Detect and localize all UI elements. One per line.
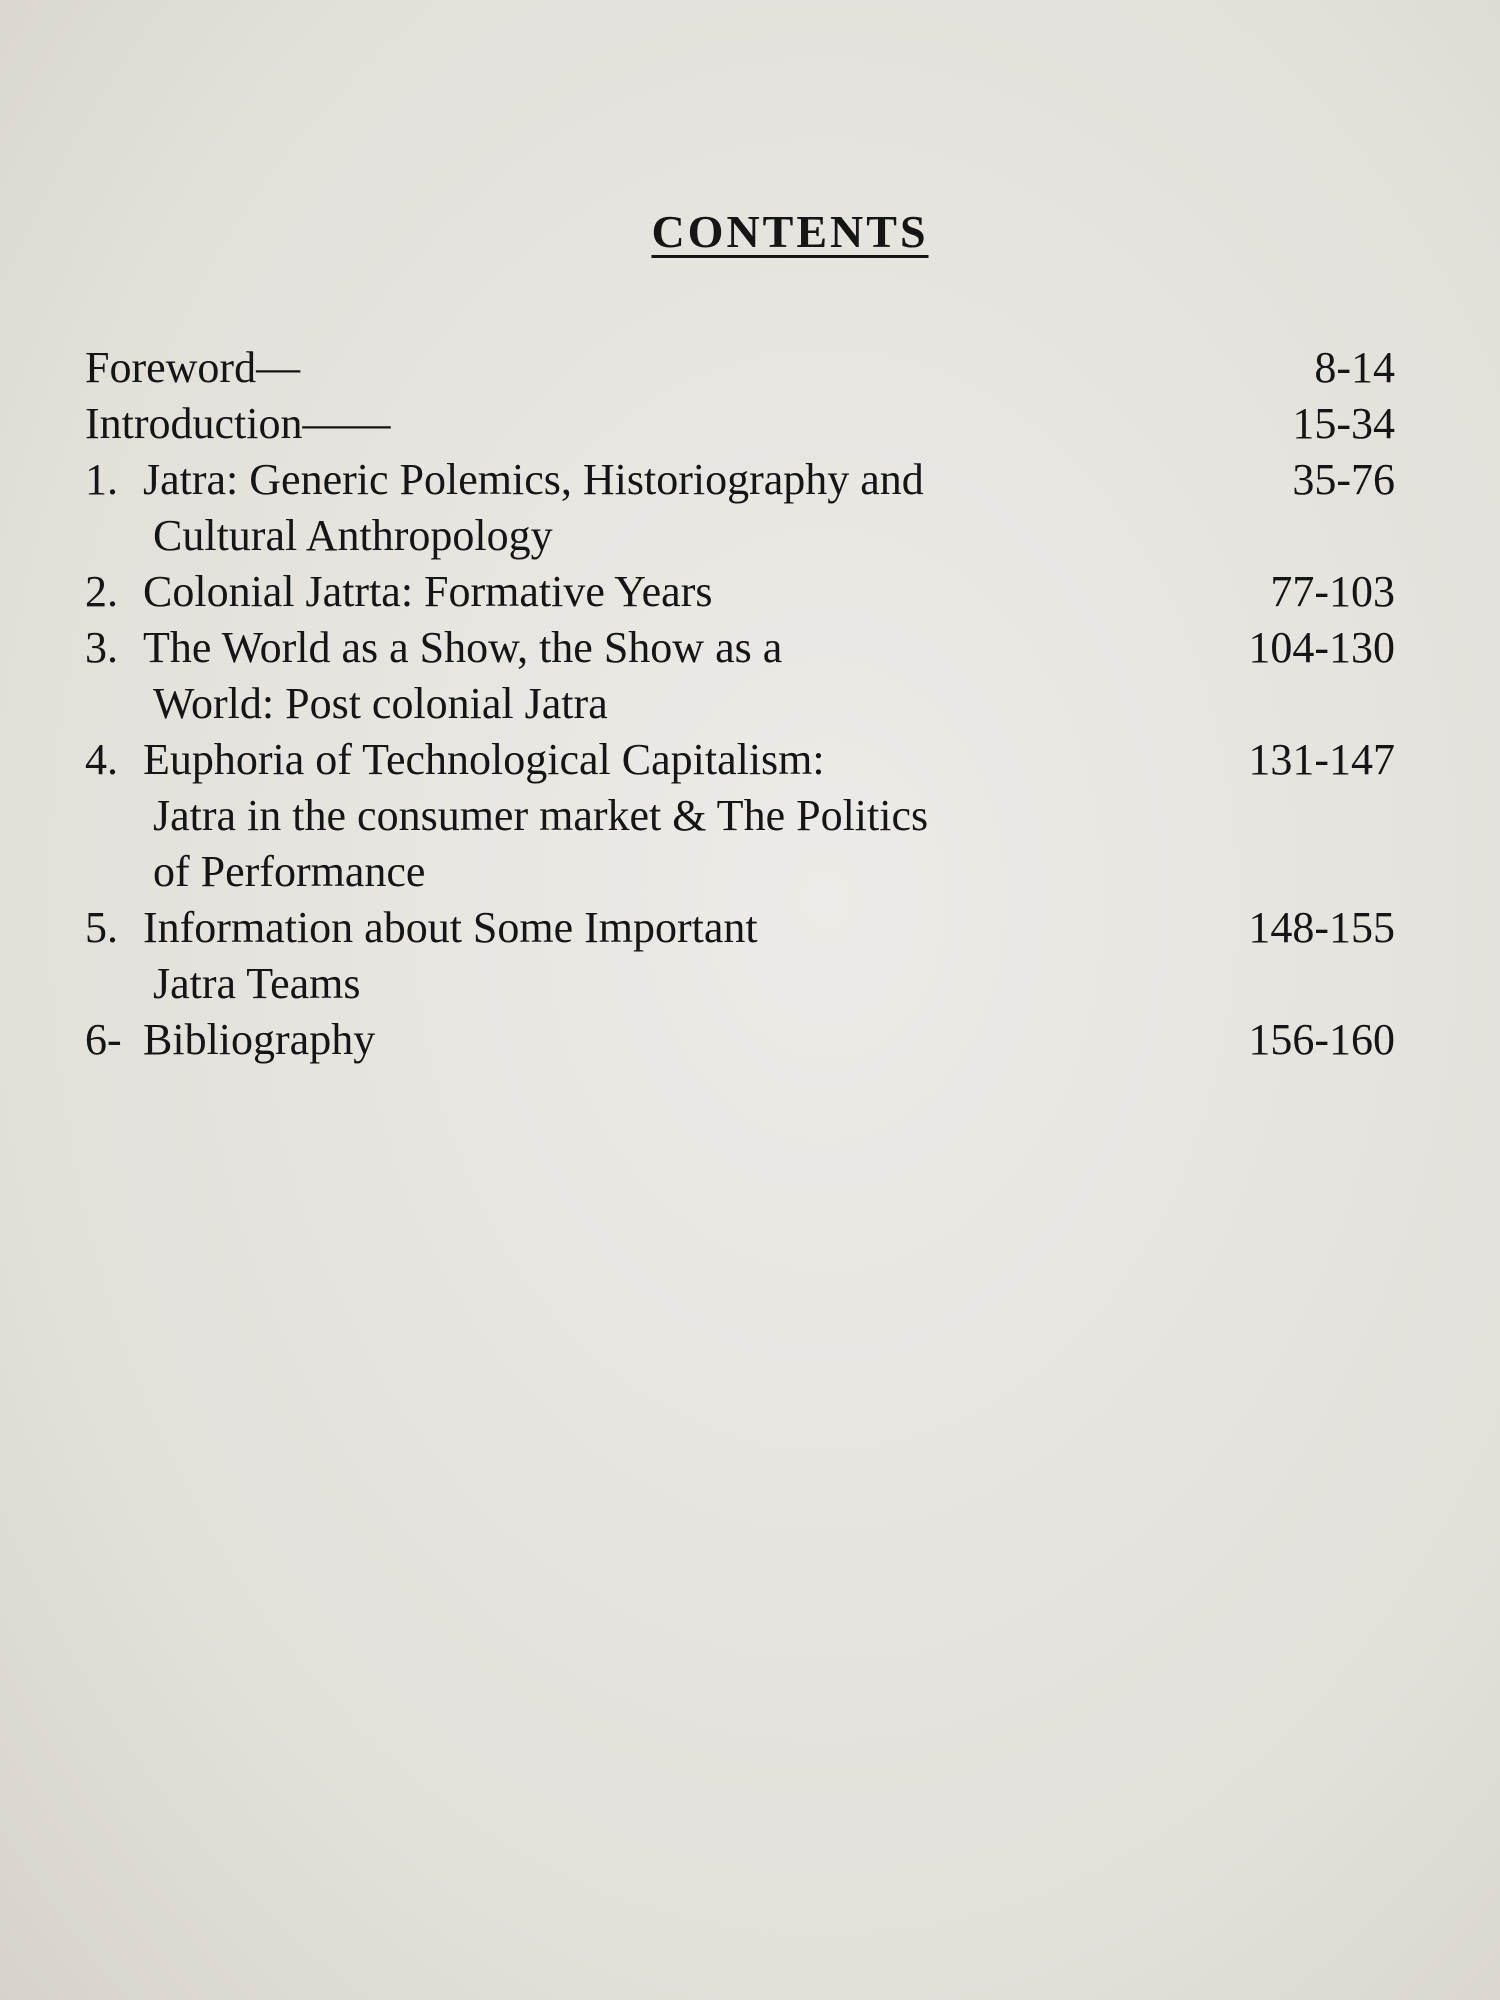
toc-entry-foreword [85, 340, 1395, 396]
toc-entry-title-continued: Cultural Anthropology [153, 511, 553, 560]
toc-entry-title: Information about Some Important [143, 903, 758, 952]
toc-entry-chapter-3 [85, 620, 1395, 732]
toc-entry-number: 5. [85, 903, 118, 952]
toc-entry-chapter-5 [85, 900, 1395, 1012]
toc-entry-pages: 35-76 [1292, 455, 1395, 504]
toc-entry-number: 1. [85, 455, 118, 504]
toc-entry-bibliography [85, 1012, 1395, 1068]
toc-entry-pages: 104-130 [1248, 623, 1395, 672]
toc-entry-pages: 148-155 [1248, 903, 1395, 952]
toc-entry-pages: 156-160 [1248, 1015, 1395, 1064]
toc-entry-title-continued: Jatra Teams [153, 959, 361, 1008]
toc-entry-title: Jatra: Generic Polemics, Historiography and [143, 455, 924, 504]
toc-entry-pages: 131-147 [1248, 735, 1395, 784]
toc-entry-title: Bibliography [143, 1015, 376, 1064]
toc-entry-number: 4. [85, 735, 118, 784]
toc-entry-chapter-2 [85, 564, 1395, 620]
toc-entry-title-continued: Jatra in the consumer market & The Politics [153, 791, 929, 840]
toc-entry-pages: 8-14 [1314, 343, 1395, 392]
toc-entry-title: Foreword— [85, 343, 301, 392]
toc-entry-number: 3. [85, 623, 118, 672]
contents-heading: CONTENTS [651, 206, 929, 257]
toc-entry-chapter-1 [85, 452, 1395, 564]
toc-entry-pages: 15-34 [1292, 399, 1395, 448]
toc-entry-number: 2. [85, 567, 118, 616]
toc-entry-title: Colonial Jatrta: Formative Years [143, 567, 713, 616]
toc-entry-title-continued: World: Post colonial Jatra [153, 679, 608, 728]
toc-entry-introduction [85, 396, 1395, 452]
toc-entry-title: Euphoria of Technological Capitalism: [143, 735, 825, 784]
toc-entry-title-continued: of Performance [153, 847, 426, 896]
toc-entry-number: 6- [85, 1015, 122, 1064]
toc-entry-chapter-4 [85, 732, 1395, 900]
toc-entry-pages: 77-103 [1270, 567, 1395, 616]
toc-entry-title: The World as a Show, the Show as a [143, 623, 783, 672]
table-of-contents [85, 340, 1395, 1068]
toc-entry-title: Introduction—— [85, 399, 391, 448]
